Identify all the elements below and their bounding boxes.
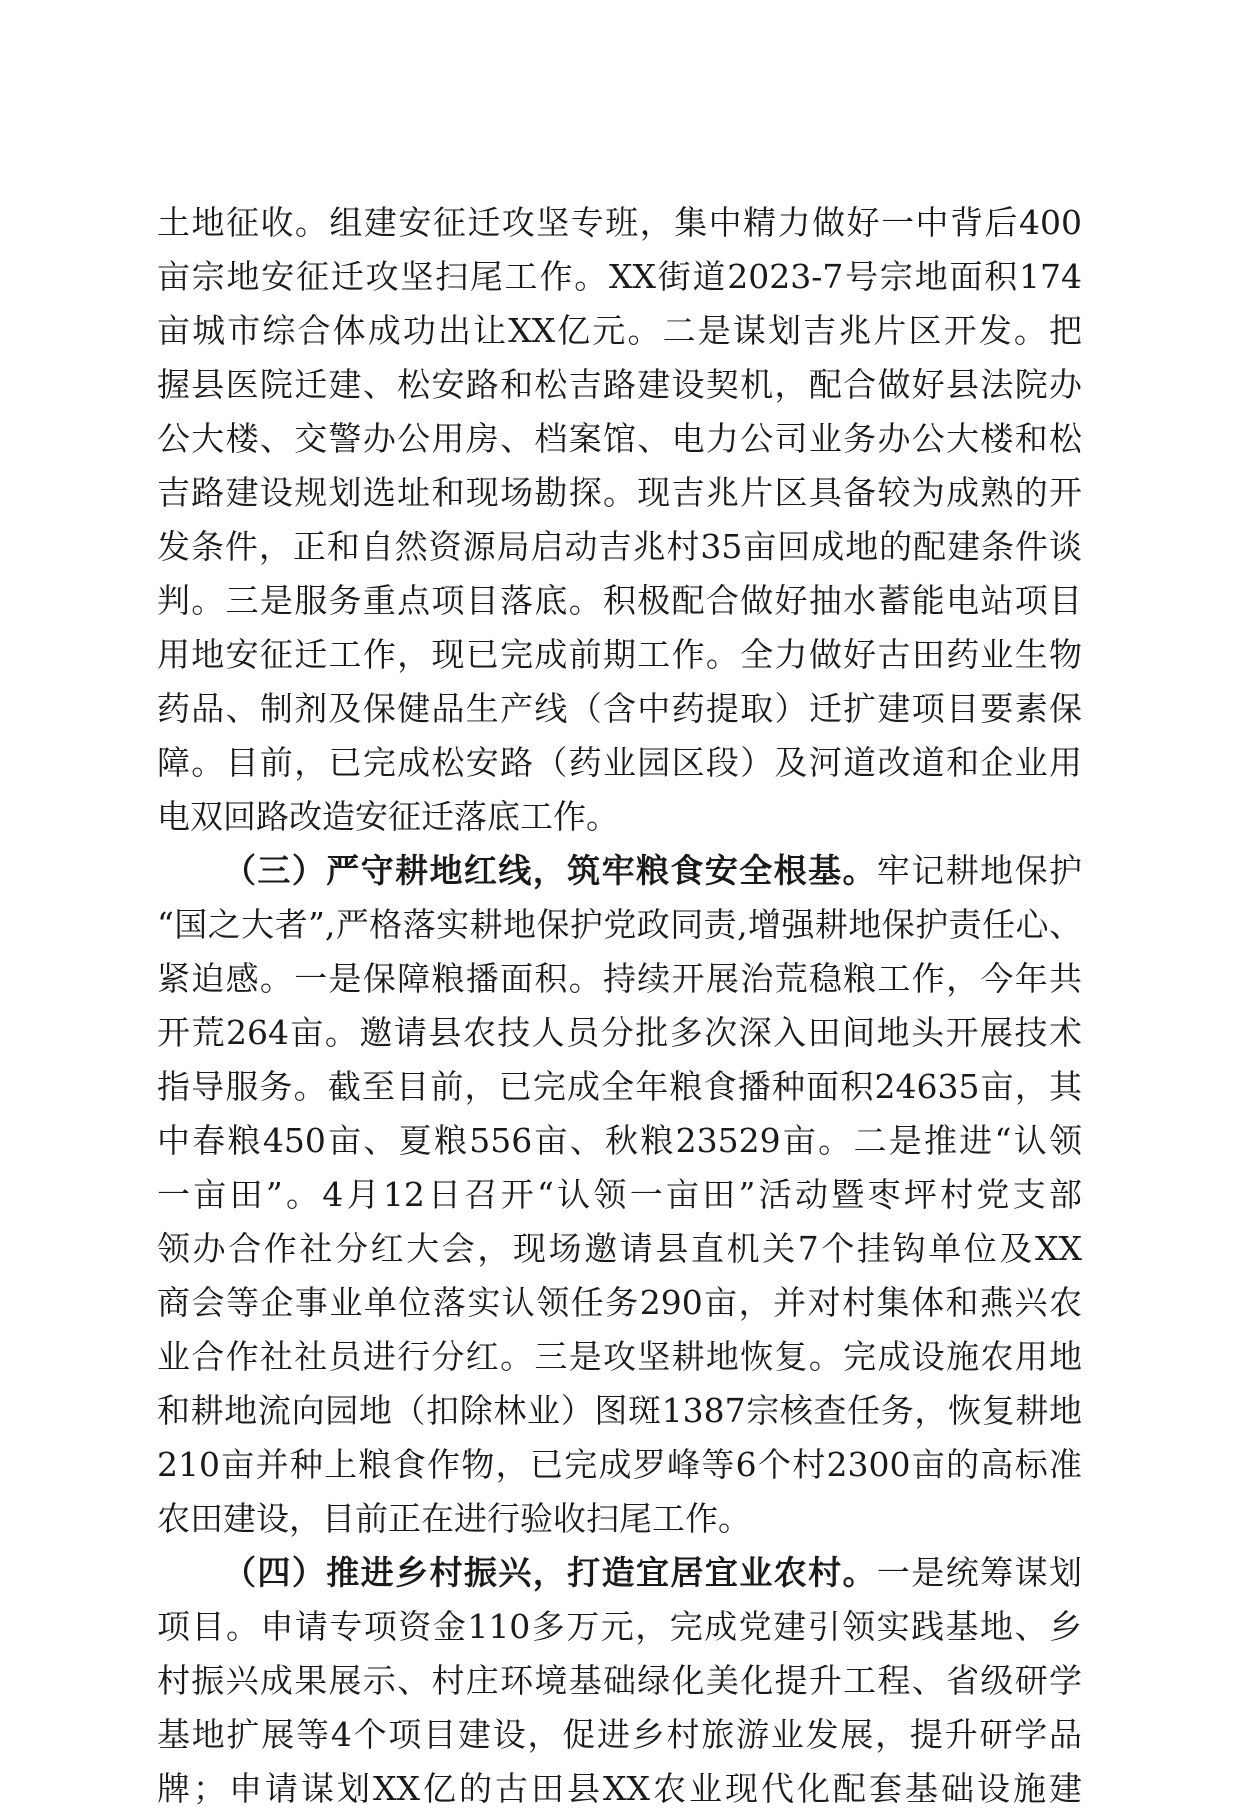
section-heading: （三）严守耕地红线，筑牢粮食安全根基。: [223, 851, 877, 890]
text-line: 判。三是服务重点项目落底。积极配合做好抽水蓄能电站项目: [157, 581, 1082, 620]
text-line: 农田建设，目前正在进行验收扫尾工作。: [157, 1499, 751, 1538]
text-line: 吉路建设规划选址和现场勘探。现吉兆片区具备较为成熟的开: [157, 473, 1082, 512]
heading-trailing-text: 一是统筹谋划: [876, 1553, 1083, 1592]
text-line: 业合作社社员进行分红。三是攻坚耕地恢复。完成设施农用地: [157, 1337, 1082, 1376]
text-line: 药品、制剂及保健品生产线（含中药提取）迁扩建项目要素保: [157, 689, 1082, 728]
text-line: 用地安征迁工作，现已完成前期工作。全力做好古田药业生物: [157, 635, 1082, 674]
text-line: 电双回路改造安征迁落底工作。: [157, 797, 619, 836]
text-line: 和耕地流向园地（扣除林业）图斑1387宗核查任务，恢复耕地: [157, 1391, 1082, 1430]
text-line: 商会等企事业单位落实认领任务290亩，并对村集体和燕兴农: [157, 1283, 1082, 1322]
text-line: 210亩并种上粮食作物，已完成罗峰等6个村2300亩的高标准: [157, 1445, 1082, 1484]
paragraph-rural-revitalization: [157, 1546, 1082, 1816]
text-line: 村振兴成果展示、村庄环境基础绿化美化提升工程、省级研学: [157, 1661, 1082, 1700]
text-line: 一亩田”。4月12日召开“认领一亩田”活动暨枣坪村党支部: [157, 1175, 1082, 1214]
text-line: 项目。申请专项资金110多万元，完成党建引领实践基地、乡: [157, 1607, 1082, 1646]
text-line: 握县医院迁建、松安路和松吉路建设契机，配合做好县法院办: [157, 365, 1082, 404]
text-line: 发条件，正和自然资源局启动吉兆村35亩回成地的配建条件谈: [157, 527, 1082, 566]
section-heading: （四）推进乡村振兴，打造宜居宜业农村。: [223, 1553, 877, 1592]
paragraph-land-acquisition: [157, 196, 1082, 844]
text-line: 开荒264亩。邀请县农技人员分批多次深入田间地头开展技术: [157, 1013, 1082, 1052]
text-line: 指导服务。截至目前，已完成全年粮食播种面积24635亩，其: [157, 1067, 1082, 1106]
section-first-line: [157, 1546, 1082, 1600]
text-line: 紧迫感。一是保障粮播面积。持续开展治荒稳粮工作，今年共: [157, 959, 1082, 998]
text-line: 基地扩展等4个项目建设，促进乡村旅游业发展，提升研学品: [157, 1715, 1082, 1754]
text-line: “国之大者”,严格落实耕地保护党政同责,增强耕地保护责任心、: [157, 905, 1082, 944]
text-line: 障。目前，已完成松安路（药业园区段）及河道改道和企业用: [157, 743, 1082, 782]
heading-trailing-text: 牢记耕地保护: [876, 851, 1083, 890]
text-line: 领办合作社分红大会，现场邀请县直机关7个挂钩单位及XX: [157, 1229, 1082, 1268]
text-line: 土地征收。组建安征迁攻坚专班，集中精力做好一中背后400: [157, 203, 1082, 242]
section-first-line: [157, 844, 1082, 898]
text-line: 中春粮450亩、夏粮556亩、秋粮23529亩。二是推进“认领: [157, 1121, 1082, 1160]
text-line: 亩城市综合体成功出让XX亿元。二是谋划吉兆片区开发。把: [157, 311, 1082, 350]
document-body: [157, 196, 1082, 1816]
text-line: 公大楼、交警办公用房、档案馆、电力公司业务办公大楼和松: [157, 419, 1082, 458]
paragraph-farmland-protection: [157, 844, 1082, 1546]
text-line: 亩宗地安征迁攻坚扫尾工作。XX街道2023-7号宗地面积174: [157, 257, 1082, 296]
text-line: 牌；申请谋划XX亿的古田县XX农业现代化配套基础设施建: [157, 1769, 1082, 1808]
